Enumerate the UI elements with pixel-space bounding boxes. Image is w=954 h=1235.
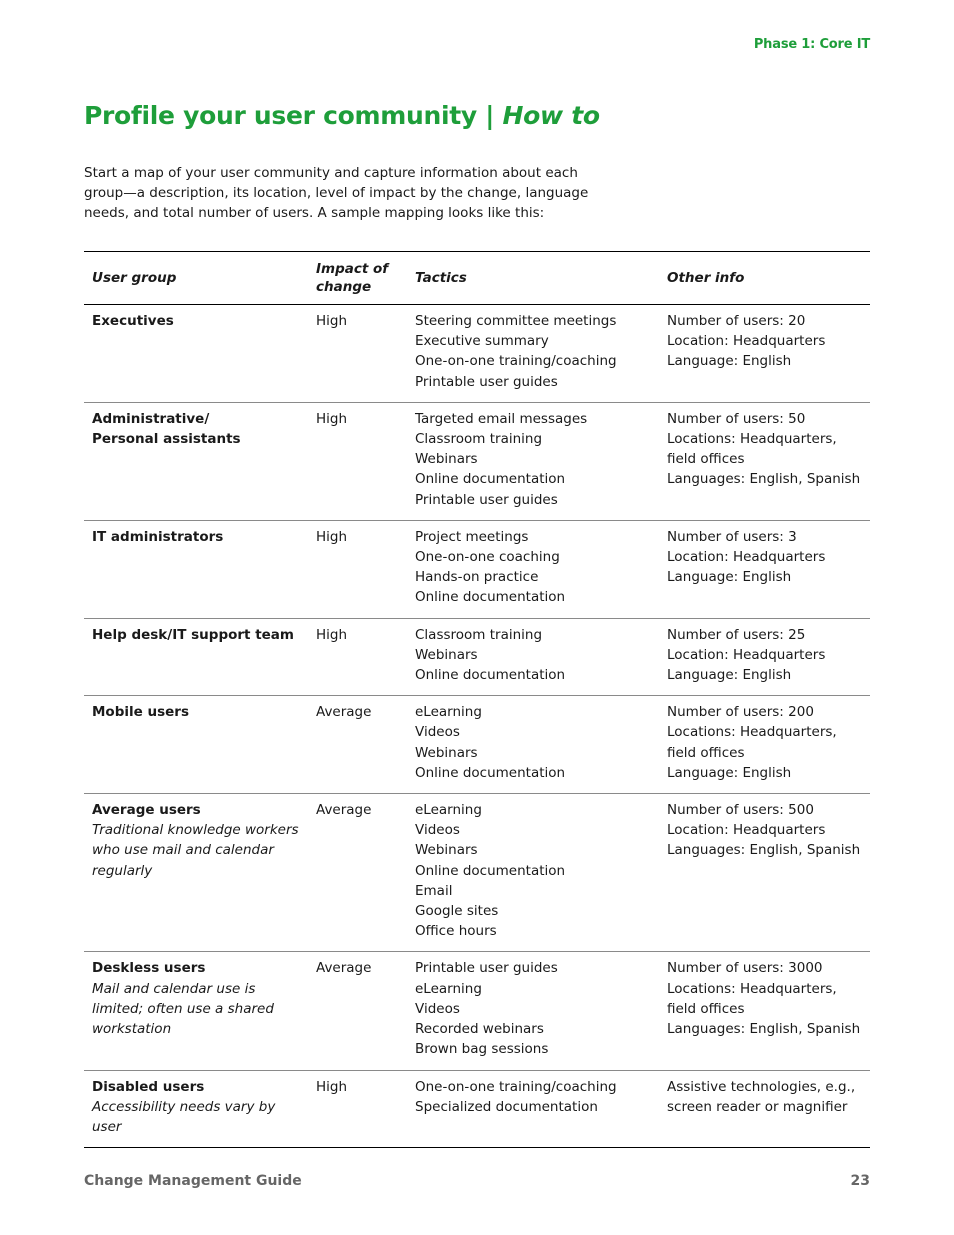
cell-impact: High bbox=[308, 618, 407, 696]
user-group-name: Average users bbox=[92, 802, 201, 819]
other-info-item: Locations: Headquarters, bbox=[667, 431, 837, 448]
tactic-item: Printable user guides bbox=[415, 491, 558, 508]
tactic-item: Online documentation bbox=[415, 667, 566, 684]
user-group-name: Disabled users bbox=[92, 1078, 205, 1095]
other-info-item: Locations: Headquarters, bbox=[667, 980, 837, 997]
table-row bbox=[84, 794, 870, 952]
table-body bbox=[84, 305, 870, 1148]
other-info-item: Number of users: 3000 bbox=[667, 960, 823, 977]
cell-user-group bbox=[84, 794, 308, 952]
other-info-item: Location: Headquarters bbox=[667, 822, 826, 839]
tactic-item: Specialized documentation bbox=[415, 1098, 598, 1115]
tactic-item: Targeted email messages bbox=[415, 410, 588, 427]
table-row bbox=[84, 952, 870, 1070]
cell-other-info bbox=[659, 402, 870, 520]
cell-impact: Average bbox=[308, 696, 407, 794]
phase-label: Phase 1: Core IT bbox=[753, 37, 870, 52]
cell-other-info bbox=[659, 1070, 870, 1148]
other-info-item: Locations: Headquarters, bbox=[667, 724, 837, 741]
cell-other-info bbox=[659, 520, 870, 618]
cell-user-group bbox=[84, 1070, 308, 1148]
header-other-info: Other info bbox=[659, 252, 870, 305]
table-row bbox=[84, 1070, 870, 1148]
cell-other-info bbox=[659, 696, 870, 794]
tactic-item: Webinars bbox=[415, 646, 478, 663]
cell-other-info bbox=[659, 794, 870, 952]
header-impact: Impact of change bbox=[308, 252, 407, 305]
cell-tactics bbox=[407, 402, 659, 520]
header-tactics: Tactics bbox=[407, 252, 659, 305]
cell-other-info bbox=[659, 618, 870, 696]
tactic-item: Videos bbox=[415, 724, 460, 741]
page-title-howto: How to bbox=[502, 101, 600, 130]
other-info-item: field offices bbox=[667, 451, 745, 468]
other-info-item: Assistive technologies, e.g., bbox=[667, 1078, 856, 1095]
other-info-item: field offices bbox=[667, 744, 745, 761]
user-group-name: Executives bbox=[92, 313, 174, 329]
other-info-item: Number of users: 3 bbox=[667, 528, 797, 545]
tactic-item: One-on-one coaching bbox=[415, 549, 560, 566]
tactic-item: Google sites bbox=[415, 903, 499, 920]
other-info-item: Language: English bbox=[667, 353, 792, 370]
cell-impact: High bbox=[308, 520, 407, 618]
tactic-item: Online documentation bbox=[415, 764, 566, 781]
cell-impact: Average bbox=[308, 794, 407, 952]
other-info-item: Location: Headquarters bbox=[667, 549, 826, 566]
tactic-item: Online documentation bbox=[415, 862, 566, 879]
other-info-item: Number of users: 50 bbox=[667, 410, 806, 427]
other-info-item: Location: Headquarters bbox=[667, 646, 826, 663]
other-info-item: Location: Headquarters bbox=[667, 333, 826, 350]
table-row bbox=[84, 520, 870, 618]
tactic-item: Online documentation bbox=[415, 589, 566, 606]
tactic-item: One-on-one training/coaching bbox=[415, 353, 617, 370]
other-info-item: screen reader or magnifier bbox=[667, 1098, 848, 1115]
cell-other-info bbox=[659, 305, 870, 403]
user-group-name: Help desk/IT support team bbox=[92, 626, 294, 643]
cell-impact: High bbox=[308, 1070, 407, 1148]
table-row bbox=[84, 696, 870, 794]
page-title-main: Profile your user community | bbox=[84, 101, 503, 130]
table-row bbox=[84, 618, 870, 696]
user-group-name: Administrative/ Personal assistants bbox=[92, 410, 241, 448]
cell-tactics bbox=[407, 520, 659, 618]
other-info-item: Languages: English, Spanish bbox=[667, 1021, 861, 1038]
tactic-item: Email bbox=[415, 882, 453, 899]
other-info-item: Number of users: 200 bbox=[667, 704, 814, 721]
tactic-item: Hands-on practice bbox=[415, 569, 539, 586]
tactic-item: Webinars bbox=[415, 744, 478, 761]
cell-user-group bbox=[84, 305, 308, 403]
other-info-item: Language: English bbox=[667, 667, 792, 684]
cell-user-group bbox=[84, 520, 308, 618]
user-group-name: Mobile users bbox=[92, 704, 189, 721]
tactic-item: eLearning bbox=[415, 802, 482, 819]
table-row bbox=[84, 402, 870, 520]
user-group-description: Mail and calendar use is limited; often use a shared workstation bbox=[92, 980, 274, 1038]
cell-user-group bbox=[84, 952, 308, 1070]
other-info-item: Number of users: 25 bbox=[667, 626, 806, 643]
tactic-item: Steering committee meetings bbox=[415, 313, 617, 329]
tactic-item: Online documentation bbox=[415, 471, 566, 488]
user-group-name: Deskless users bbox=[92, 960, 206, 977]
tactic-item: Brown bag sessions bbox=[415, 1041, 549, 1058]
tactic-item: Webinars bbox=[415, 451, 478, 468]
other-info-item: Languages: English, Spanish bbox=[667, 842, 861, 859]
other-info-item: Language: English bbox=[667, 569, 792, 586]
other-info-item: Language: English bbox=[667, 764, 792, 781]
tactic-item: One-on-one training/coaching bbox=[415, 1078, 617, 1095]
other-info-item: Number of users: 20 bbox=[667, 313, 806, 329]
cell-tactics bbox=[407, 305, 659, 403]
user-community-table bbox=[84, 251, 870, 1148]
tactic-item: Printable user guides bbox=[415, 373, 558, 390]
cell-user-group bbox=[84, 696, 308, 794]
tactic-item: Classroom training bbox=[415, 626, 543, 643]
cell-other-info bbox=[659, 952, 870, 1070]
cell-tactics bbox=[407, 794, 659, 952]
cell-tactics bbox=[407, 1070, 659, 1148]
tactic-item: Webinars bbox=[415, 842, 478, 859]
cell-tactics bbox=[407, 952, 659, 1070]
footer-page-number: 23 bbox=[850, 1173, 870, 1189]
other-info-item: Number of users: 500 bbox=[667, 802, 814, 819]
table-row bbox=[84, 305, 870, 403]
tactic-item: Printable user guides bbox=[415, 960, 558, 977]
other-info-item: field offices bbox=[667, 1000, 745, 1017]
header-user-group: User group bbox=[84, 252, 308, 305]
table-header-row bbox=[84, 252, 870, 305]
cell-user-group bbox=[84, 618, 308, 696]
tactic-item: Office hours bbox=[415, 923, 497, 940]
tactic-item: Executive summary bbox=[415, 333, 549, 350]
user-group-name: IT administrators bbox=[92, 528, 224, 545]
intro-paragraph: Start a map of your user community and capture information about each group—a description, its location, level of impact by the change, language needs, and total number of users. A sample mapping looks like this: bbox=[84, 165, 589, 222]
tactic-item: Videos bbox=[415, 822, 460, 839]
tactic-item: Videos bbox=[415, 1000, 460, 1017]
user-group-description: Traditional knowledge workers who use mail and calendar regularly bbox=[92, 822, 299, 879]
cell-impact: High bbox=[308, 402, 407, 520]
footer-guide-title: Change Management Guide bbox=[84, 1173, 302, 1189]
cell-user-group bbox=[84, 402, 308, 520]
cell-impact: Average bbox=[308, 952, 407, 1070]
cell-impact: High bbox=[308, 305, 407, 403]
other-info-item: Languages: English, Spanish bbox=[667, 471, 861, 488]
page-title bbox=[84, 101, 600, 130]
user-group-description: Accessibility needs vary by user bbox=[92, 1098, 276, 1135]
tactic-item: Recorded webinars bbox=[415, 1021, 544, 1038]
tactic-item: eLearning bbox=[415, 980, 482, 997]
tactic-item: Project meetings bbox=[415, 528, 529, 545]
tactic-item: eLearning bbox=[415, 704, 482, 721]
cell-tactics bbox=[407, 696, 659, 794]
tactic-item: Classroom training bbox=[415, 431, 543, 448]
cell-tactics bbox=[407, 618, 659, 696]
